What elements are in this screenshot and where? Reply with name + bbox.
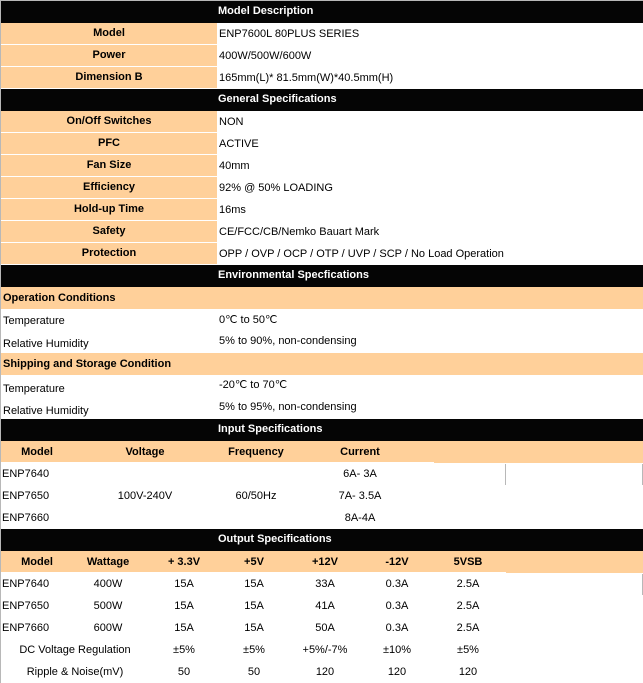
env-row-shipping-temperature [1,375,643,397]
env-value: 0℃ to 50℃ [219,314,278,326]
model-cell: ENP7650 [2,600,50,612]
column-header-wattage: Wattage [86,556,130,568]
rail-5v-cell: 15A [244,622,264,634]
current-cell: 8A-4A [344,512,376,524]
env-row-operation-temperature [1,309,643,331]
env-label: Temperature [3,383,65,395]
ripple-3v3-cell: 50 [177,666,191,678]
wattage-cell: 500W [93,600,123,612]
column-header-5v: +5V [244,556,264,568]
regulation-label: DC Voltage Regulation [19,644,131,656]
column-header-model: Model [21,446,53,458]
spec-label: Model [1,23,217,45]
spec-value: ACTIVE [219,138,259,150]
rail-5vsb-cell: 2.5A [456,600,480,612]
spec-value: 165mm(L)* 81.5mm(W)*40.5mm(H) [219,72,394,84]
output-row-dc-regulation [1,639,643,661]
subsection-shipping-storage [1,353,643,375]
rail-5v-cell: 15A [244,600,264,612]
spec-value: 92% @ 50% LOADING [219,182,333,194]
subsection-operation-conditions [1,287,643,309]
model-cell: ENP7660 [2,512,50,524]
ripple-5v-cell: 50 [247,666,261,678]
spec-label: Hold-up Time [1,199,217,221]
input-row [1,485,643,507]
rail-5vsb-cell: 2.5A [456,578,480,590]
model-cell: ENP7660 [2,622,50,634]
subsection-title: Operation Conditions [3,292,116,304]
spec-row-on-off-switches [1,111,643,133]
spec-label: Safety [1,221,217,243]
model-cell: ENP7650 [2,490,50,502]
spec-value: OPP / OVP / OCP / OTP / UVP / SCP / No Load Operation [219,248,504,260]
input-row [1,463,643,485]
output-row [1,617,643,639]
env-row-shipping-humidity [1,397,643,419]
model-cell: ENP7640 [2,578,50,590]
output-row [1,595,643,617]
section-title: Output Specifications [218,533,332,545]
voltage-cell: 100V-240V [117,490,173,502]
column-header-current: Current [340,446,380,458]
spec-row-hold-up-time [1,199,643,221]
rail-3v3-cell: 15A [174,578,194,590]
spec-row-dimension [1,67,643,89]
input-row [1,507,643,529]
spec-row-pfc [1,133,643,155]
rail-5v-cell: 15A [244,578,264,590]
current-cell: 6A- 3A [343,468,377,480]
current-cell: 7A- 3.5A [338,490,382,502]
rail-3v3-cell: 15A [174,600,194,612]
env-label: Temperature [3,315,65,327]
section-title: Model Description [218,5,314,17]
section-header-model-description [1,1,643,23]
spec-row-safety [1,221,643,243]
spec-label: Power [1,45,217,67]
spec-value: ENP7600L 80PLUS SERIES [219,28,360,40]
rail-12v-cell: 33A [315,578,335,590]
env-label: Relative Humidity [3,338,89,350]
spec-row-efficiency [1,177,643,199]
spec-value: 40mm [219,160,250,172]
output-column-header-row [1,551,643,573]
spec-value: 16ms [219,204,246,216]
wattage-cell: 400W [93,578,123,590]
output-row-ripple-noise [1,661,643,683]
regulation-5v-cell: ±5% [243,644,265,656]
env-row-operation-humidity [1,331,643,353]
column-header-12v: +12V [312,556,338,568]
spec-row-power [1,45,643,67]
section-title: General Specifications [218,93,337,105]
spec-label: Efficiency [1,177,217,199]
spec-row-model [1,23,643,45]
regulation-5vsb-cell: ±5% [457,644,479,656]
env-value: -20℃ to 70℃ [219,379,288,391]
frequency-cell: 60/50Hz [235,490,277,502]
spec-label: Dimension B [1,67,217,89]
column-header-frequency: Frequency [228,446,284,458]
spec-value: NON [219,116,244,128]
section-header-environmental-specifications [1,265,643,287]
rail-minus-12v-cell: 0.3A [385,622,409,634]
column-header-5vsb: 5VSB [453,556,483,568]
section-title: Environmental Specfications [218,269,369,281]
rail-12v-cell: 41A [315,600,335,612]
column-header-voltage: Voltage [125,446,165,458]
spec-row-protection [1,243,643,265]
env-value: 5% to 90%, non-condensing [219,335,357,347]
model-cell: ENP7640 [2,468,50,480]
spec-label: Fan Size [1,155,217,177]
ripple-minus-12v-cell: 120 [387,666,407,678]
column-header-3v3: + 3.3V [167,556,201,568]
rail-5vsb-cell: 2.5A [456,622,480,634]
spec-row-fan-size [1,155,643,177]
spec-label: Protection [1,243,217,265]
regulation-12v-cell: +5%/-7% [302,644,348,656]
spec-value: 400W/500W/600W [219,50,312,62]
section-header-output-specifications [1,529,643,551]
env-label: Relative Humidity [3,405,89,417]
section-title: Input Specifications [218,423,323,435]
spec-value: CE/FCC/CB/Nemko Bauart Mark [219,226,380,238]
input-column-header-row [1,441,643,463]
subsection-title: Shipping and Storage Condition [3,358,172,370]
ripple-label: Ripple & Noise(mV) [26,666,124,678]
spec-label: PFC [1,133,217,155]
rail-12v-cell: 50A [315,622,335,634]
column-header-minus-12v: -12V [385,556,409,568]
rail-minus-12v-cell: 0.3A [385,578,409,590]
section-header-input-specifications [1,419,643,441]
regulation-minus-12v-cell: ±10% [382,644,412,656]
section-header-general-specifications [1,89,643,111]
rail-3v3-cell: 15A [174,622,194,634]
rail-minus-12v-cell: 0.3A [385,600,409,612]
ripple-5vsb-cell: 120 [458,666,478,678]
env-value: 5% to 95%, non-condensing [219,401,357,413]
ripple-12v-cell: 120 [315,666,335,678]
spec-label: On/Off Switches [1,111,217,133]
wattage-cell: 600W [93,622,123,634]
output-row [1,573,643,595]
regulation-3v3-cell: ±5% [173,644,195,656]
column-header-model: Model [21,556,53,568]
